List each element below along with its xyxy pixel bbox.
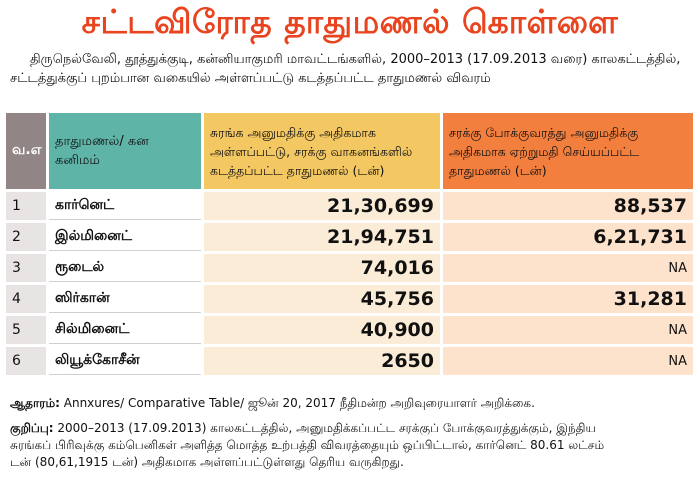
row-excess-export-value: NA [443, 347, 693, 375]
row-mineral: ஸிர்கான் [49, 285, 201, 313]
row-mineral: லியூக்கோசீன் [49, 347, 201, 375]
intro-line-1: திருநெல்வேலி, தூத்துக்குடி, கன்னியாகுமரி மாவட்டங்களில், 2000–2013 (17.09.2013 வரை) காலகட்டத்தில், [30, 52, 681, 67]
row-mineral: சில்மினைட் [49, 316, 201, 344]
row-excess-export-value: 88,537 [443, 192, 693, 220]
note-line-1: 2000–2013 (17.09.2013) காலகட்டத்தில், அனுமதிக்கப்பட்ட சரக்குப் போக்குவரத்துக்கும், இந்திய [57, 421, 596, 435]
note-label: குறிப்பு: [10, 421, 54, 435]
row-excess-license-value: 40,900 [204, 316, 440, 344]
source-citation [10, 396, 694, 412]
row-mineral: இல்மினைட் [49, 223, 201, 251]
header-mineral: தாதுமணல்/ கன கனிமம் [49, 113, 201, 189]
header-serial-number: வ.எ [6, 113, 46, 189]
row-serial: 1 [6, 192, 46, 220]
page-title: சட்டவிரோத தாதுமணல் கொள்ளை [81, 2, 619, 41]
table-header-row [6, 113, 693, 189]
table-row [6, 223, 693, 251]
row-excess-license-value: 45,756 [204, 285, 440, 313]
row-excess-license-value: 21,30,699 [204, 192, 440, 220]
table-row [6, 347, 693, 375]
row-excess-license-value: 21,94,751 [204, 223, 440, 251]
mineral-sand-table [3, 110, 696, 378]
footnote [10, 420, 694, 471]
table-row [6, 316, 693, 344]
row-serial: 2 [6, 223, 46, 251]
note-line-2: சுரங்கப் பிரிவுக்கு கம்பெனிகள் அளித்த மொத்த உற்பத்தி விவரத்தையும் ஒப்பிட்டால், கார்னெட் 80.61 லட்சம் [10, 438, 605, 452]
intro-line-2: சட்டத்துக்குப் புறம்பான வகையில் அள்ளப்பட்டு கடத்தப்பட்ட தாதுமணல் விவரம் [10, 71, 491, 86]
row-serial: 6 [6, 347, 46, 375]
row-serial: 4 [6, 285, 46, 313]
header-excess-over-transport-permit: சரக்கு போக்குவரத்து அனுமதிக்கு அதிகமாக ஏற்றுமதி செய்யப்பட்ட தாதுமணல் (டன்) [443, 113, 693, 189]
table-row [6, 254, 693, 282]
row-excess-export-value: NA [443, 316, 693, 344]
intro-paragraph [10, 50, 690, 88]
row-serial: 3 [6, 254, 46, 282]
source-label: ஆதாரம்: [10, 396, 60, 410]
row-excess-export-value: 31,281 [443, 285, 693, 313]
row-mineral: ரூடைல் [49, 254, 201, 282]
row-excess-export-value: NA [443, 254, 693, 282]
source-text: Annxures/ Comparative Table/ ஜூன் 20, 2017 நீதிமன்ற அறிவுரையாளர் அறிக்கை. [63, 396, 535, 410]
row-excess-export-value: 6,21,731 [443, 223, 693, 251]
row-excess-license-value: 74,016 [204, 254, 440, 282]
note-line-3: டன் (80,61,1915 டன்) அதிகமாக அள்ளப்பட்டுள்ளது தெரிய வருகிறது. [10, 455, 404, 469]
row-mineral: கார்னெட் [49, 192, 201, 220]
header-excess-over-mining-license: சுரங்க அனுமதிக்கு அதிகமாக அள்ளப்பட்டு, சரக்கு வாகனங்களில் கடத்தப்பட்ட தாதுமணல் (டன்) [204, 113, 440, 189]
row-serial: 5 [6, 316, 46, 344]
table-row [6, 285, 693, 313]
row-excess-license-value: 2650 [204, 347, 440, 375]
table-row [6, 192, 693, 220]
